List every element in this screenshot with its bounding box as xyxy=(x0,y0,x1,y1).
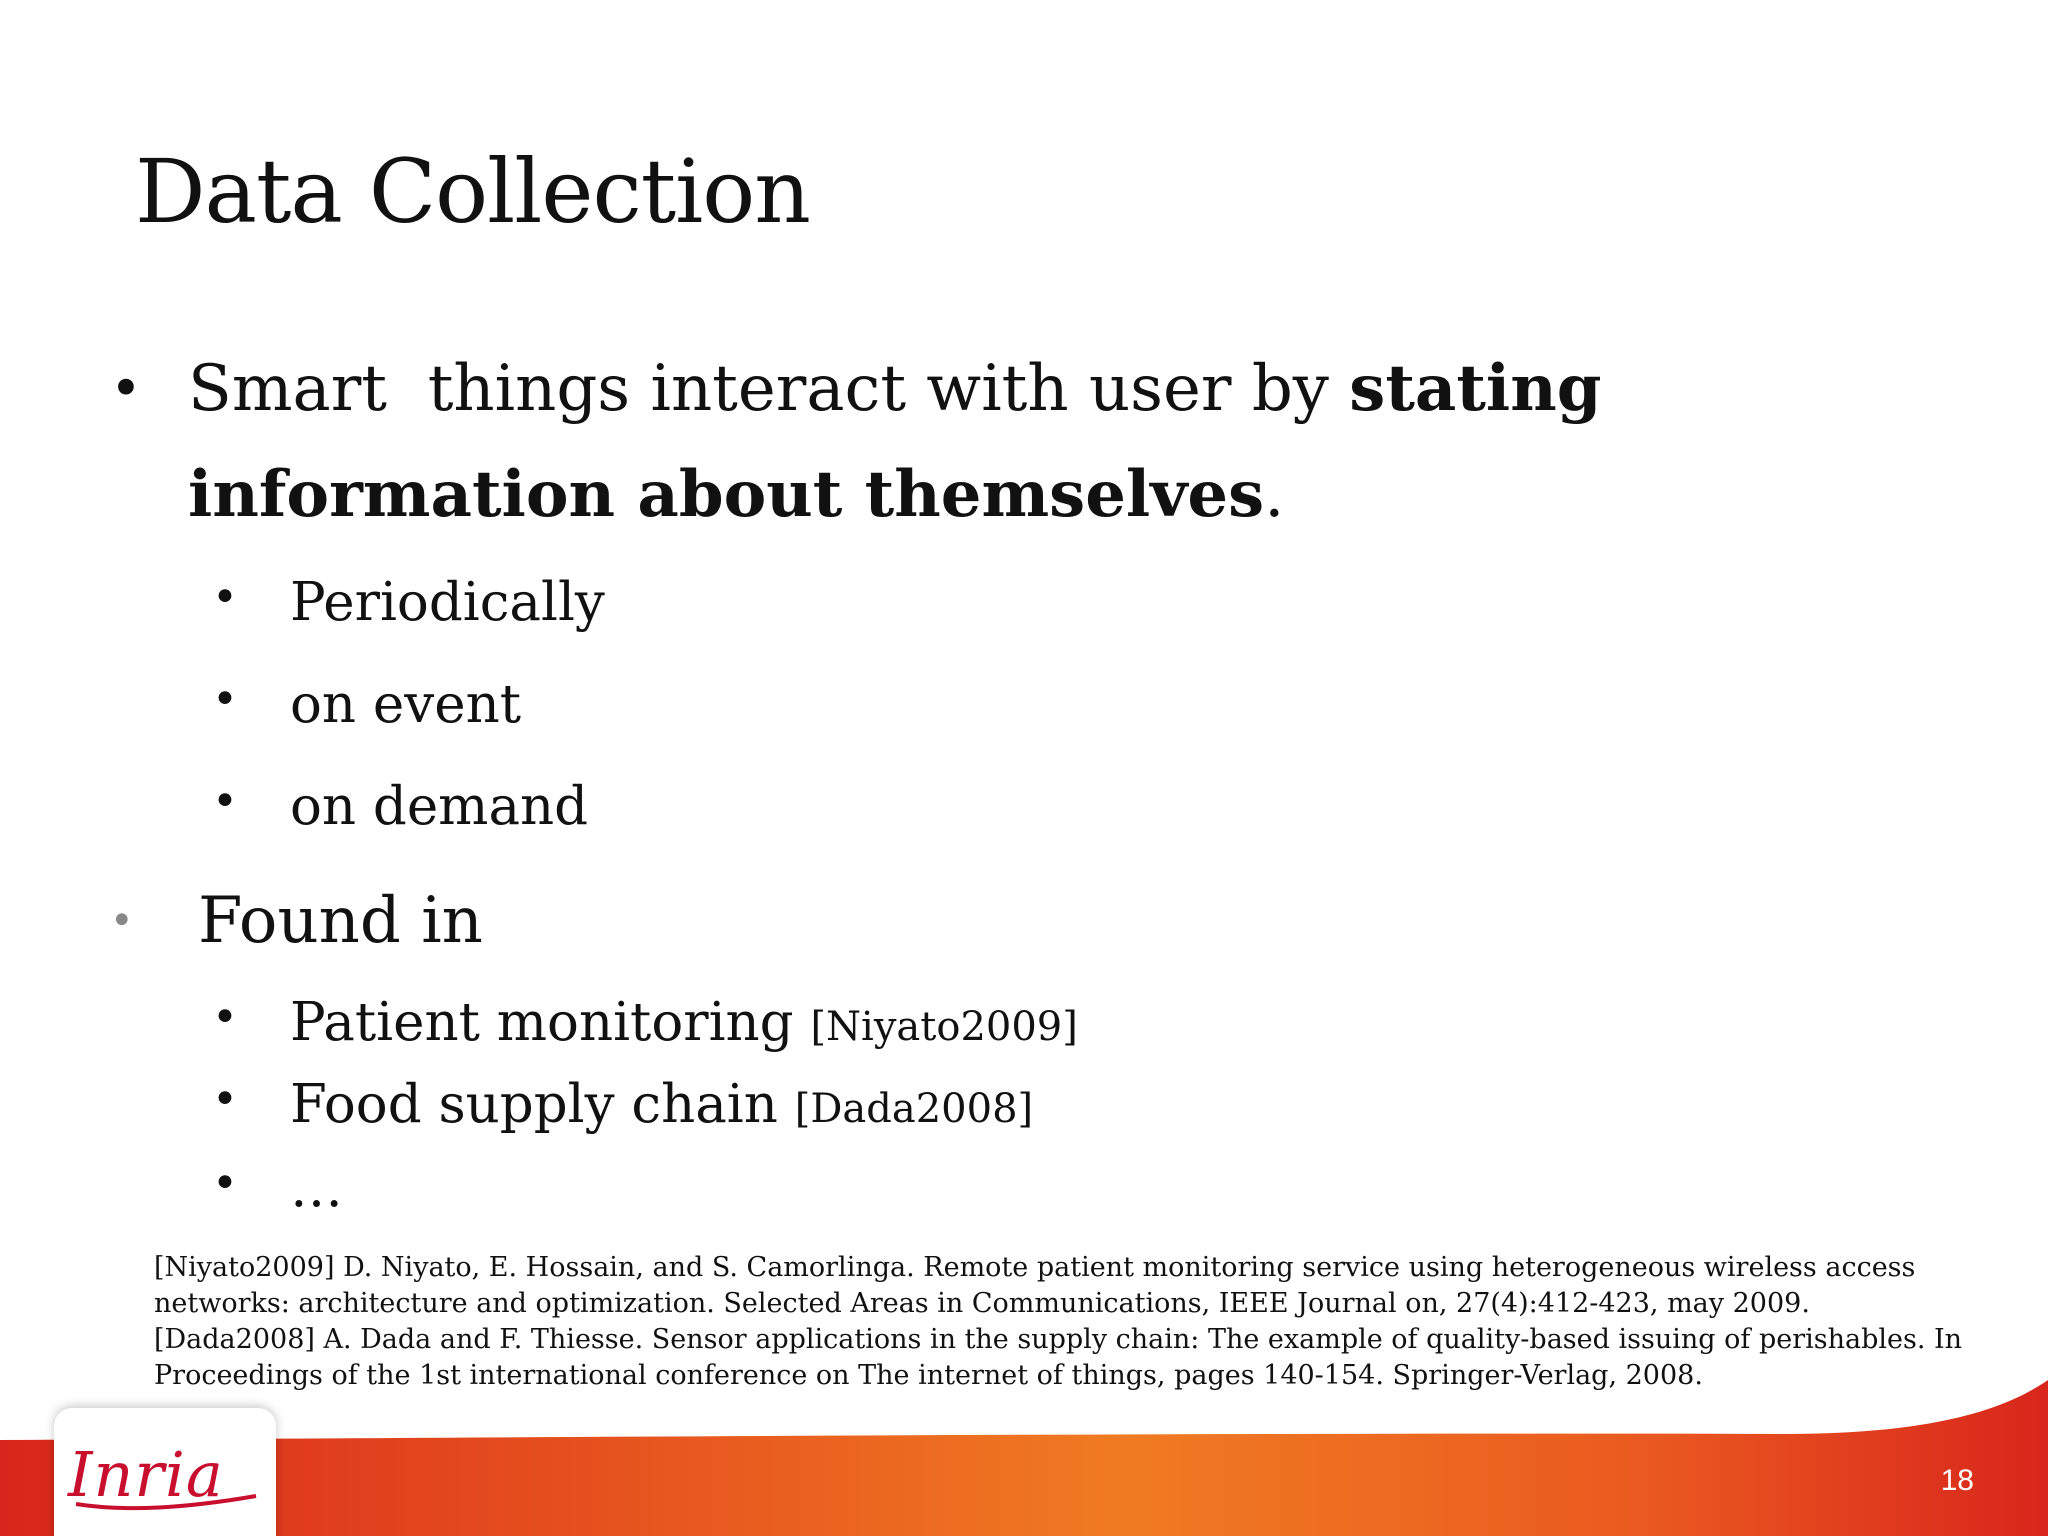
footer-band xyxy=(0,1380,2048,1536)
citation: [Dada2008] xyxy=(794,1086,1034,1132)
slide-number: 18 xyxy=(1940,1464,1974,1497)
sub-bullet-dot: • xyxy=(212,992,238,1043)
sub-bullet-dot: • xyxy=(212,1158,238,1209)
slide-title: Data Collection xyxy=(135,140,810,243)
inria-logo: Inria xyxy=(68,1438,224,1511)
sub-bullet-item xyxy=(0,1074,2048,1144)
bullet-dot: • xyxy=(110,357,142,420)
sub-bullet-text xyxy=(290,1074,1033,1135)
sub-bullet-text: Periodically xyxy=(290,572,605,633)
sub-bullet-text xyxy=(290,992,1078,1053)
sub-bullet-dot: • xyxy=(212,674,238,725)
sub-bullet-item xyxy=(0,776,2048,846)
sub-bullet-dot: • xyxy=(212,776,238,827)
footer-gradient-shape xyxy=(0,1380,2048,1536)
bullet-1-bold: stating information about themselves xyxy=(188,351,1602,532)
sub-bullet-text: on event xyxy=(290,674,521,735)
reference-item: [Niyato2009] D. Niyato, E. Hossain, and S. Camorlinga. Remote patient monitoring service using heterogeneous wireless access networks: architecture and optimization. Selected Areas in Communications, IEEE Journal on, 27(4):412-423, may 2009. xyxy=(154,1252,1916,1319)
sub-bullet-item xyxy=(0,572,2048,642)
logo-swoosh xyxy=(66,1486,266,1526)
sub-bullet-item xyxy=(0,1158,2048,1228)
sub-bullet-text xyxy=(290,1158,343,1219)
sub-bullet-label: Patient monitoring xyxy=(290,992,811,1053)
reference-item: [Dada2008] A. Dada and F. Thiesse. Sensor applications in the supply chain: The example of quality-based issuing of perishables. In Proceedings of the 1st international conference on The internet of things, pages 140-154. Springer-Verlag, 2008. xyxy=(154,1324,1963,1391)
logo-tab xyxy=(54,1408,276,1536)
bullet-1-after: . xyxy=(1264,458,1285,532)
sub-bullet-text: on demand xyxy=(290,776,589,837)
bullet-1-plain: Smart things interact with user by xyxy=(188,352,1350,426)
sub-bullet-dot: • xyxy=(212,572,238,623)
sub-bullet-item xyxy=(0,674,2048,744)
bullet-dot: • xyxy=(110,898,134,944)
citation: [Niyato2009] xyxy=(810,1004,1078,1050)
sub-bullet-item xyxy=(0,992,2048,1062)
sub-bullet-label: … xyxy=(290,1158,343,1219)
bullet-2-text xyxy=(198,868,1898,974)
sub-bullet-label: Food supply chain xyxy=(290,1074,795,1135)
bullet-1 xyxy=(0,336,2048,548)
bullet-2 xyxy=(0,868,2048,974)
bullet-1-text xyxy=(188,336,1888,548)
bullet-2-plain: Found in xyxy=(198,884,483,958)
references xyxy=(154,1250,1974,1394)
sub-bullet-dot: • xyxy=(212,1074,238,1125)
